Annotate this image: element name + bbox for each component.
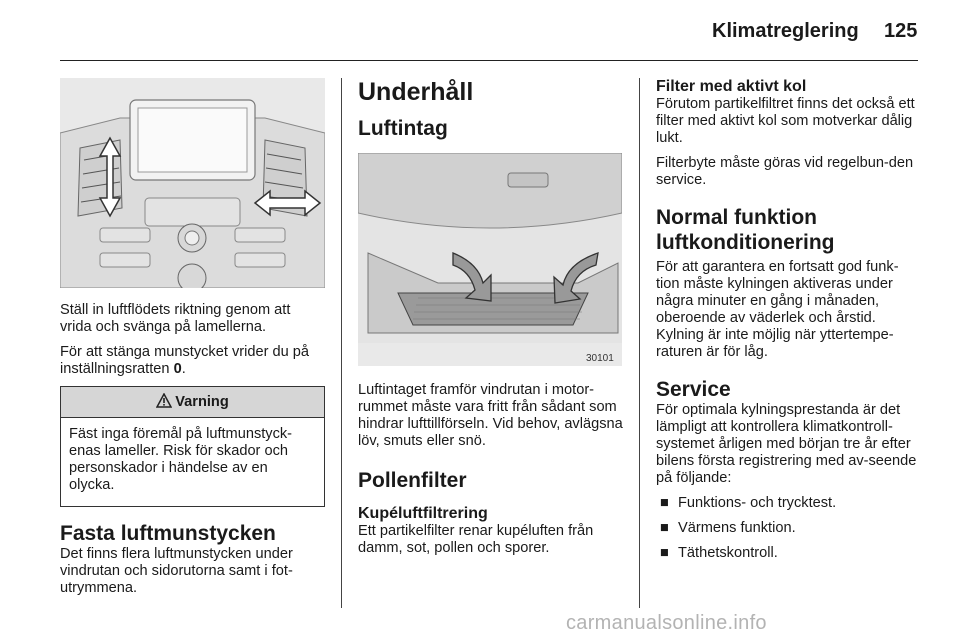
vent-close-text: För att stänga munstycket vrider du på inställningsratten 0. <box>60 344 310 377</box>
warning-text: Fäst inga föremål på luftmunstyck-enas lameller. Risk för skador och personskador i händelse av en olycka. <box>69 426 293 493</box>
warning-box <box>60 386 325 507</box>
column-divider-2 <box>639 78 640 608</box>
figure-code: 30101 <box>586 353 614 364</box>
dashboard-vents-figure <box>60 78 325 288</box>
page-header-title: Klimatreglering <box>712 20 859 42</box>
bullet-square-icon: ■ <box>660 545 669 561</box>
cabin-filter-subheading: Kupéluftfiltrering <box>358 505 488 522</box>
warning-title: Varning <box>175 394 229 410</box>
bullet-square-icon: ■ <box>660 520 669 536</box>
maintenance-heading: Underhåll <box>358 78 474 106</box>
air-intake-illustration <box>358 153 622 366</box>
list-item: ■ Täthetskontroll. <box>660 545 778 561</box>
column-1 <box>60 78 325 605</box>
site-watermark: carmanualsonline.info <box>566 612 767 634</box>
cabin-filter-text: Ett partikelfilter renar kupéluften från damm, sot, pollen och sporer. <box>358 523 594 556</box>
service-text: För optimala kylningsprestanda är det lämpligt att kontrollera klimatkontroll-systemet årligen med början tre år efter bilens första registrering med av-seende på följande: <box>656 402 917 486</box>
list-item: ■ Värmens funktion. <box>660 520 796 536</box>
service-checklist <box>656 495 922 562</box>
list-item: ■ Funktions- och trycktest. <box>660 495 837 511</box>
carbon-filter-subheading: Filter med aktivt kol <box>656 78 807 95</box>
column-divider-1 <box>341 78 342 608</box>
page-number: 125 <box>884 20 918 42</box>
header-rule <box>60 60 918 61</box>
normal-ac-text: För att garantera en fortsatt god funk-tion måste kylningen aktiveras under några minuter en gång i månaden, oberoende av väderlek och årstid. Kylning är inte möjlig när yttertempe-raturen är för låg. <box>656 259 899 360</box>
pollen-filter-heading: Pollenfilter <box>358 469 467 492</box>
carbon-filter-text: Förutom partikelfiltret finns det också ett filter med aktivt kol som motverkar dålig lukt. <box>656 96 915 146</box>
vent-direction-text: Ställ in luftflödets riktning genom att vrida och svänga på lamellerna. <box>60 302 291 335</box>
dial-symbol: 0 <box>173 361 182 377</box>
dashboard-vents-illustration <box>60 78 325 288</box>
air-intake-heading: Luftintag <box>358 117 448 140</box>
fixed-vents-text: Det finns flera luftmunstycken under vindrutan och sidorutorna samt i fot-utrymmena. <box>60 546 293 596</box>
column-2 <box>358 78 624 565</box>
warning-triangle-icon <box>156 389 172 419</box>
bullet-square-icon: ■ <box>660 495 669 511</box>
fixed-vents-heading: Fasta luftmunstycken <box>60 522 276 545</box>
air-intake-text: Luftintaget framför vindrutan i motor-rummet måste vara fritt från sådant som hindrar lufttillförseln. Vid behov, avlägsna löv, smuts eller snö. <box>358 382 623 449</box>
normal-ac-heading: Normal funktion luftkonditionering <box>656 206 835 254</box>
air-intake-figure <box>358 153 622 366</box>
filter-change-text: Filterbyte måste göras vid regelbun-den service. <box>656 155 914 188</box>
service-heading: Service <box>656 378 731 401</box>
warning-header <box>61 387 324 418</box>
column-3 <box>656 78 922 570</box>
